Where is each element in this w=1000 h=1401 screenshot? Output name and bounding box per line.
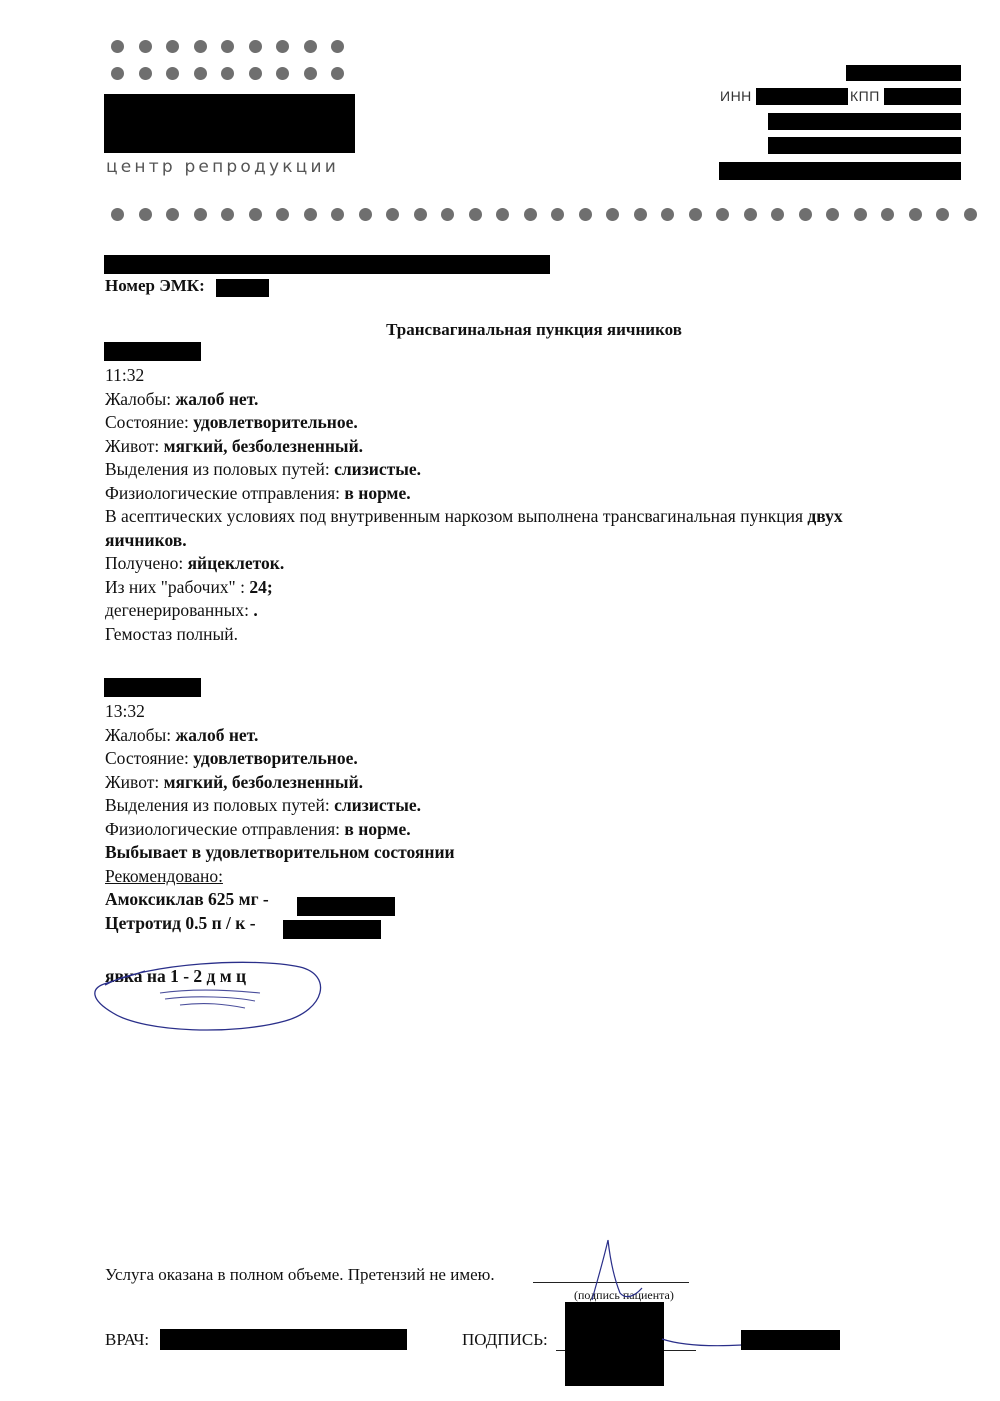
signature-label: ПОДПИСЬ: [462, 1330, 548, 1349]
exam1-discharge: Выделения из половых путей: слизистые. [105, 459, 422, 479]
redacted-doctor-name [160, 1329, 407, 1350]
recommended-label: Рекомендовано: [105, 865, 223, 886]
exam1-received: Получено: яйцеклеток. [105, 553, 285, 573]
med-amoxiclav: Амоксиклав 625 мг - [105, 889, 269, 909]
divider-dots [111, 208, 991, 221]
exam2-discharge-status: Выбывает в удовлетворительном состоянии [105, 842, 455, 862]
redacted-kpp [884, 88, 961, 105]
doctor-label: ВРАЧ: [105, 1330, 150, 1349]
exam2-block [105, 700, 975, 935]
redacted-exam1-date [104, 342, 201, 361]
pen-circle-icon [85, 955, 335, 1040]
exam1-working: Из них "рабочих" : 24; [105, 576, 273, 597]
exam1-complaints: Жалобы: жалоб нет. [105, 388, 259, 409]
redacted-emk-number [216, 279, 269, 297]
exam2-abdomen: Живот: мягкий, безболезненный. [105, 771, 364, 792]
patient-signature-caption: (подпись пациента) [574, 1288, 674, 1302]
exam2-complaints: Жалобы: жалоб нет. [105, 724, 259, 745]
redacted-exam2-date [104, 678, 201, 697]
logo-caption: центр репродукции [106, 157, 339, 177]
exam1-procedure-cont: яичников. [105, 529, 187, 550]
document-title: Трансвагинальная пункция яичников [386, 320, 682, 339]
inn-label: ИНН [720, 88, 752, 104]
redacted-inn [756, 88, 848, 105]
exam1-time: 11:32 [105, 365, 145, 385]
doctor-signature-stroke-icon [660, 1325, 745, 1355]
exam1-physio: Физиологические отправления: в норме. [105, 482, 411, 503]
visit-note: явка на 1 - 2 д м ц [105, 966, 247, 986]
redacted-patient-name [104, 255, 550, 274]
exam2-time: 13:32 [105, 701, 145, 721]
exam1-abdomen: Живот: мягкий, безболезненный. [105, 435, 364, 456]
kpp-label: КПП [850, 88, 880, 104]
exam1-degenerated: дегенерированных: . [105, 600, 258, 620]
patient-signature-mark-icon [580, 1238, 660, 1308]
redacted-doctor-initials [741, 1330, 840, 1350]
redacted-address-2 [768, 137, 961, 154]
logo-dots-row-2 [111, 67, 359, 80]
redacted-med1-dose [297, 897, 395, 916]
exam2-state: Состояние: удовлетворительное. [105, 748, 358, 768]
exam1-procedure: В асептических условиях под внутривенным наркозом выполнена трансвагинальная пункция двух [105, 506, 843, 526]
exam2-discharge: Выделения из половых путей: слизистые. [105, 795, 422, 815]
redacted-requisite-top [846, 65, 961, 81]
exam1-state: Состояние: удовлетворительное. [105, 412, 358, 432]
med-cetrotide: Цетротид 0.5 п / к - [105, 912, 256, 933]
redacted-signature-stamp [565, 1302, 664, 1386]
service-statement: Услуга оказана в полном объеме. Претензий не имею. [105, 1265, 495, 1284]
redacted-clinic-name [104, 94, 355, 153]
logo-dots-row-1 [111, 40, 359, 53]
exam1-hemostasis: Гемостаз полный. [105, 623, 238, 644]
emk-label: Номер ЭМК: [105, 276, 205, 295]
exam2-physio: Физиологические отправления: в норме. [105, 818, 411, 839]
redacted-address-1 [768, 113, 961, 130]
redacted-med2-dose [283, 920, 381, 939]
exam1-block [105, 364, 975, 646]
redacted-address-3 [719, 162, 961, 180]
